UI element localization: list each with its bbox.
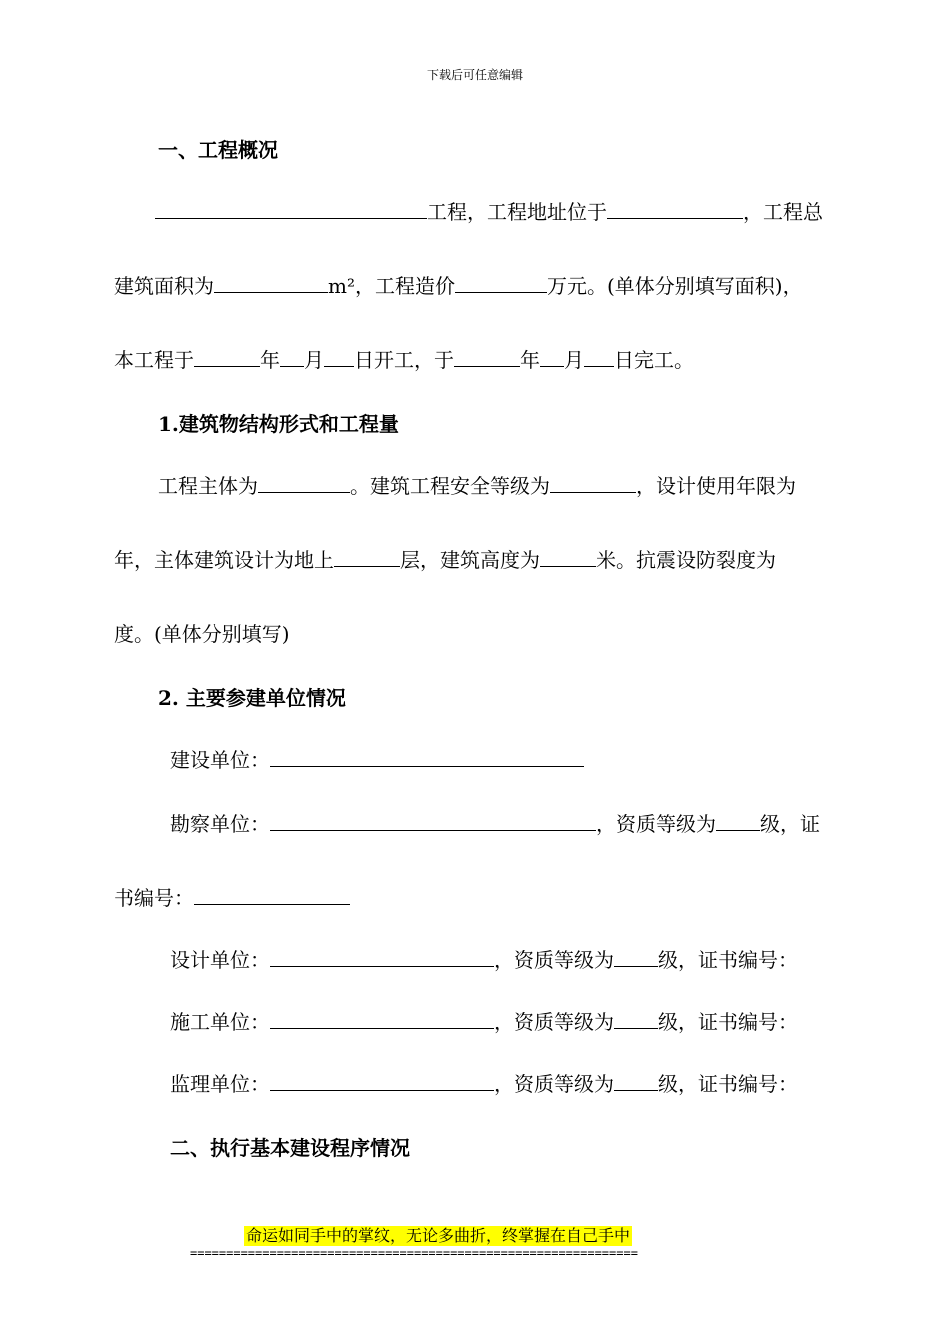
height-blank[interactable] bbox=[540, 546, 596, 567]
structure-line-1 bbox=[158, 472, 796, 500]
construct-level-blank[interactable] bbox=[614, 1008, 658, 1029]
floors-blank[interactable] bbox=[334, 546, 400, 567]
section-heading-procedure: 二、执行基本建设程序情况 bbox=[170, 1136, 410, 1160]
safety-grade-blank[interactable] bbox=[550, 472, 636, 493]
text-segment: ，工程总 bbox=[743, 200, 823, 224]
text-segment: 本工程于 bbox=[114, 348, 194, 372]
field-label: 监理单位： bbox=[170, 1072, 270, 1096]
end-day-blank[interactable] bbox=[584, 346, 614, 367]
structure-line-2 bbox=[114, 546, 776, 574]
text-segment: 年 bbox=[260, 348, 280, 372]
text-segment: 月 bbox=[564, 348, 584, 372]
text-segment: 米。抗震设防裂度为 bbox=[596, 548, 776, 572]
section-heading-overview: 一、工程概况 bbox=[158, 138, 278, 162]
text-segment: 级，证书编号： bbox=[658, 948, 798, 972]
footer-quote: 命运如同手中的掌纹，无论多曲折，终掌握在自己手中 bbox=[246, 1226, 631, 1245]
field-label: 施工单位： bbox=[170, 1010, 270, 1034]
text-segment: 日开工，于 bbox=[354, 348, 454, 372]
text-segment: 年，主体建筑设计为地上 bbox=[114, 548, 334, 572]
survey-level-blank[interactable] bbox=[716, 810, 760, 831]
project-name-blank[interactable] bbox=[155, 198, 427, 219]
subheading-structure: 1.建筑物结构形式和工程量 bbox=[158, 412, 399, 436]
supervise-unit-blank[interactable] bbox=[270, 1070, 494, 1091]
area-blank[interactable] bbox=[214, 272, 328, 293]
start-year-blank[interactable] bbox=[194, 346, 260, 367]
build-unit-line bbox=[170, 746, 584, 774]
text-segment: 工程，工程地址位于 bbox=[427, 200, 607, 224]
text-segment: ，设计使用年限为 bbox=[636, 474, 796, 498]
overview-line-2 bbox=[114, 272, 803, 300]
header-note: 下载后可任意编辑 bbox=[426, 68, 523, 82]
text-segment: 建筑面积为 bbox=[114, 274, 214, 298]
structure-line-3: 度。(单体分别填写) bbox=[114, 622, 290, 646]
text-segment: 级，证书编号： bbox=[658, 1010, 798, 1034]
footer-divider: ============================================================== bbox=[190, 1246, 638, 1260]
field-label: 勘察单位： bbox=[170, 812, 270, 836]
text-segment: 。建筑工程安全等级为 bbox=[350, 474, 550, 498]
construct-unit-line bbox=[170, 1008, 798, 1036]
design-unit-blank[interactable] bbox=[270, 946, 494, 967]
survey-cert-line bbox=[114, 884, 350, 912]
text-segment: 工程主体为 bbox=[158, 474, 258, 498]
text-segment: 月 bbox=[304, 348, 324, 372]
text-segment: ，资质等级为 bbox=[494, 948, 614, 972]
survey-unit-blank[interactable] bbox=[270, 810, 596, 831]
field-label: 设计单位： bbox=[170, 948, 270, 972]
field-label: 书编号： bbox=[114, 886, 194, 910]
end-year-blank[interactable] bbox=[454, 346, 520, 367]
overview-line-3 bbox=[114, 346, 694, 374]
text-segment: 日完工。 bbox=[614, 348, 694, 372]
overview-line-1 bbox=[155, 198, 823, 226]
construct-unit-blank[interactable] bbox=[270, 1008, 494, 1029]
main-body-blank[interactable] bbox=[258, 472, 350, 493]
end-month-blank[interactable] bbox=[540, 346, 564, 367]
build-unit-blank[interactable] bbox=[270, 746, 584, 767]
supervise-level-blank[interactable] bbox=[614, 1070, 658, 1091]
start-month-blank[interactable] bbox=[280, 346, 304, 367]
survey-cert-blank[interactable] bbox=[194, 884, 350, 905]
start-day-blank[interactable] bbox=[324, 346, 354, 367]
address-blank[interactable] bbox=[607, 198, 743, 219]
design-unit-line bbox=[170, 946, 798, 974]
text-segment: 级，证书编号： bbox=[658, 1072, 798, 1096]
text-segment: ，资质等级为 bbox=[596, 812, 716, 836]
text-segment: 层，建筑高度为 bbox=[400, 548, 540, 572]
survey-unit-line bbox=[170, 810, 820, 838]
cost-blank[interactable] bbox=[455, 272, 547, 293]
design-level-blank[interactable] bbox=[614, 946, 658, 967]
supervise-unit-line bbox=[170, 1070, 798, 1098]
text-segment: 级，证 bbox=[760, 812, 820, 836]
subheading-participants: 2. 主要参建单位情况 bbox=[158, 686, 346, 710]
text-segment: m²，工程造价 bbox=[328, 274, 455, 298]
text-segment: ，资质等级为 bbox=[494, 1072, 614, 1096]
field-label: 建设单位： bbox=[170, 748, 270, 772]
text-segment: 年 bbox=[520, 348, 540, 372]
text-segment: 万元。(单体分别填写面积)， bbox=[546, 274, 803, 298]
text-segment: ，资质等级为 bbox=[494, 1010, 614, 1034]
